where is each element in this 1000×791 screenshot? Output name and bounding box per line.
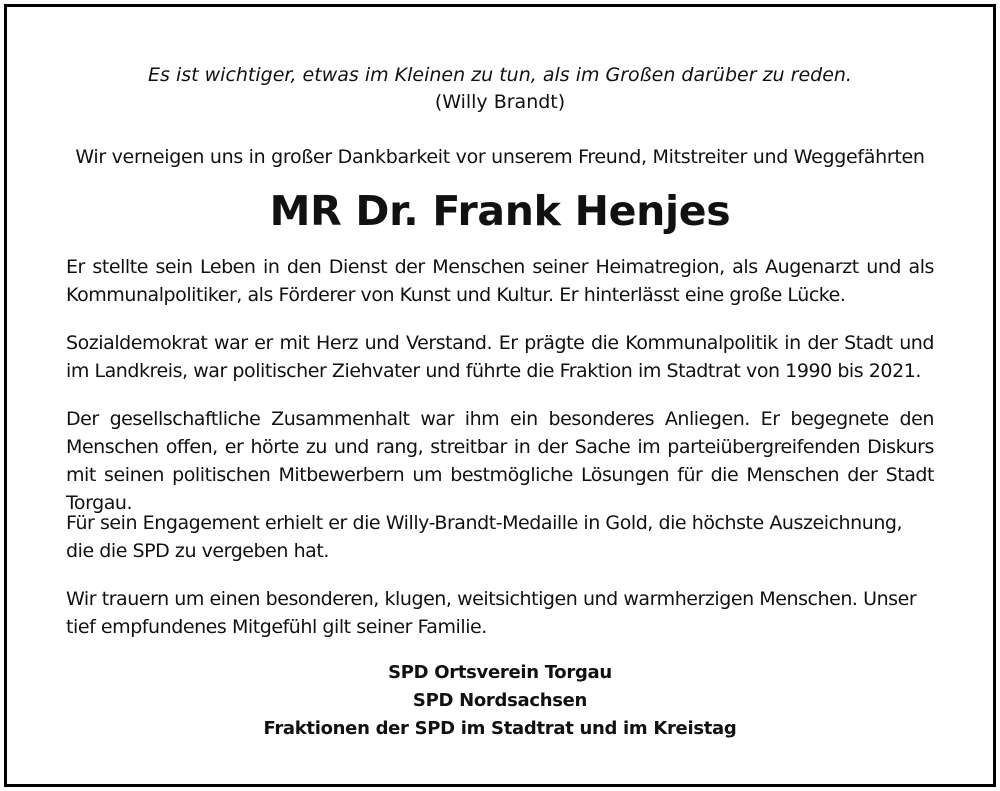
intro-line: Wir verneigen uns in großer Dankbarkeit vor unserem Freund, Mitstreiter und Weggefährten: [75, 146, 925, 168]
signer-nordsachsen: SPD Nordsachsen: [412, 690, 588, 711]
obituary-frame: [4, 4, 996, 787]
signers-block: [66, 659, 934, 743]
obituary-content: [66, 7, 934, 784]
quote-attribution: (Willy Brandt): [434, 91, 566, 113]
paragraph-award: Für sein Engagement erhielt er die Willy-Brandt-Medaille in Gold, die höchste Auszeichnung, die die SPD zu vergeben hat.: [66, 512, 903, 562]
quote-text: Es ist wichtiger, etwas im Kleinen zu tun, als im Großen darüber zu reden.: [148, 64, 852, 86]
paragraph-career: Er stellte sein Leben in den Dienst der Menschen seiner Heimatregion, als Augenarzt und als Kommunalpolitiker, als Förderer von Kunst und Kultur. Er hinterlässt eine große Lücke.: [66, 256, 934, 306]
paragraph-politics: Sozialdemokrat war er mit Herz und Verstand. Er prägte die Kommunalpolitik in der Stadt und im Landkreis, war politischer Ziehvater und führte die Fraktion im Stadtrat von 1990 bis 2021.: [66, 332, 934, 382]
paragraph-mourning: Wir trauern um einen besonderen, klugen, weitsichtigen und warmherzigen Menschen. Unser tief empfundenes Mitgefühl gilt seiner Familie.: [66, 588, 917, 638]
deceased-name: MR Dr. Frank Henjes: [269, 187, 731, 235]
signer-ortsverein: SPD Ortsverein Torgau: [388, 662, 612, 683]
paragraph-community: Der gesellschaftliche Zusammenhalt war ihm ein besonderes Anliegen. Er begegnete den Menschen offen, er hörte zu und rang, streitbar in der Sache im parteiübergreifenden Diskurs mit seinen politischen Mitbewerbern um bestmögliche Lösungen für die Menschen der Stadt Torgau.: [66, 408, 934, 514]
signer-fraktionen: Fraktionen der SPD im Stadtrat und im Kreistag: [263, 718, 737, 739]
